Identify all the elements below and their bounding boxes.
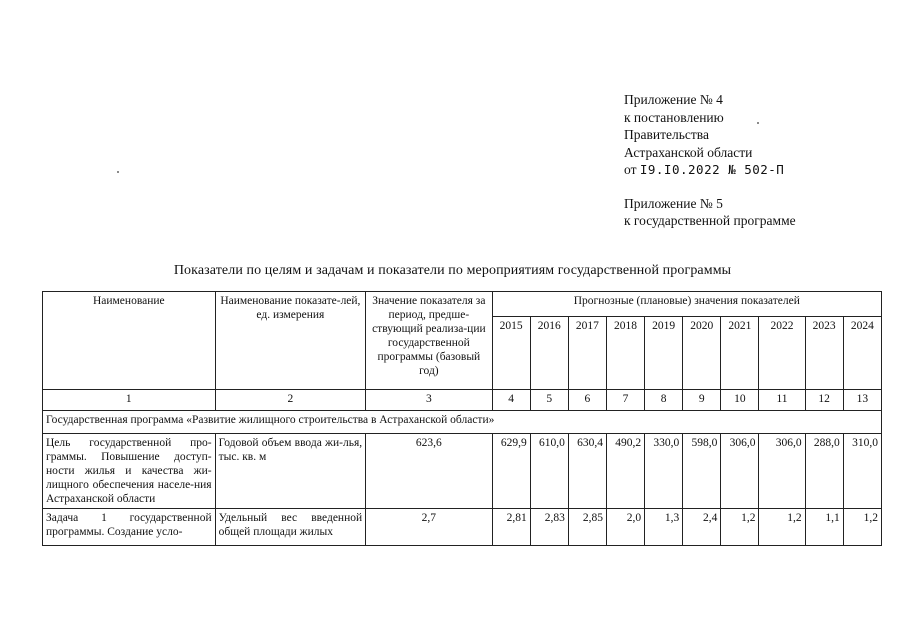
column-number: 11 <box>759 390 805 411</box>
year-header: 2018 <box>606 317 644 390</box>
year-header: 2021 <box>721 317 759 390</box>
column-number: 4 <box>492 390 530 411</box>
indicators-table <box>42 291 882 546</box>
year-value: 310,0 <box>843 434 881 509</box>
appendix-block <box>624 91 796 230</box>
column-number: 5 <box>530 390 568 411</box>
scan-speck <box>757 122 759 124</box>
appendix-line: Приложение № 4 <box>624 92 723 107</box>
year-value: 1,2 <box>843 509 881 546</box>
year-header: 2016 <box>530 317 568 390</box>
scan-speck <box>117 171 119 173</box>
year-value: 630,4 <box>568 434 606 509</box>
column-number: 3 <box>366 390 492 411</box>
column-number: 13 <box>843 390 881 411</box>
appendix-date-line <box>624 161 796 179</box>
column-number: 12 <box>805 390 843 411</box>
year-value: 1,3 <box>645 509 683 546</box>
task-name: Задача 1 государственной программы. Создание усло- <box>43 509 216 546</box>
column-number-row <box>43 390 882 411</box>
appendix-line: Астраханской области <box>624 144 753 160</box>
year-header: 2024 <box>843 317 881 390</box>
column-number: 2 <box>215 390 366 411</box>
year-value: 306,0 <box>759 434 805 509</box>
header-indicator: Наименование показате-лей, ед. измерения <box>215 292 366 390</box>
header-base-value: Значение показателя за период, предше-ствующий реализа-ции государственной программы (базовый год) <box>366 292 492 390</box>
year-value: 1,2 <box>721 509 759 546</box>
year-value: 2,81 <box>492 509 530 546</box>
year-value: 2,85 <box>568 509 606 546</box>
column-number: 7 <box>606 390 644 411</box>
year-value: 2,83 <box>530 509 568 546</box>
year-value: 2,0 <box>606 509 644 546</box>
column-number: 8 <box>645 390 683 411</box>
column-number: 10 <box>721 390 759 411</box>
table-row <box>43 509 882 546</box>
column-number: 1 <box>43 390 216 411</box>
year-header: 2022 <box>759 317 805 390</box>
base-value: 2,7 <box>366 509 492 546</box>
base-value: 623,6 <box>366 434 492 509</box>
appendix-line: к постановлению <box>624 109 724 125</box>
spacer <box>624 179 796 195</box>
year-header: 2017 <box>568 317 606 390</box>
year-value: 2,4 <box>683 509 721 546</box>
table-row <box>43 434 882 509</box>
year-value: 306,0 <box>721 434 759 509</box>
year-value: 330,0 <box>645 434 683 509</box>
year-value: 490,2 <box>606 434 644 509</box>
year-value: 610,0 <box>530 434 568 509</box>
column-number: 9 <box>683 390 721 411</box>
year-value: 1,1 <box>805 509 843 546</box>
year-header: 2020 <box>683 317 721 390</box>
program-title: Государственная программа «Развитие жилищного строительства в Астраханской области» <box>43 411 882 434</box>
document-title: Показатели по целям и задачам и показатели по мероприятиям государственной программы <box>173 263 732 278</box>
decree-date-number: I9.I0.2022 № 502-П <box>639 162 785 177</box>
goal-name: Цель государственной про-граммы. Повышение доступ-ности жилья и качества жи-лищного обеспечения населе-ния Астраханской области <box>43 434 216 509</box>
header-forecast: Прогнозные (плановые) значения показателей <box>492 292 881 317</box>
year-header: 2015 <box>492 317 530 390</box>
year-value: 598,0 <box>683 434 721 509</box>
indicator-name: Удельный вес введенной общей площади жилых <box>215 509 366 546</box>
appendix-line: Правительства <box>624 127 709 142</box>
year-value: 1,2 <box>759 509 805 546</box>
indicator-name: Годовой объем ввода жи-лья, тыс. кв. м <box>215 434 366 509</box>
date-prefix: от <box>624 162 637 177</box>
year-header: 2023 <box>805 317 843 390</box>
program-row <box>43 411 882 434</box>
appendix-line: Приложение № 5 <box>624 195 723 211</box>
year-value: 629,9 <box>492 434 530 509</box>
appendix-line: к государственной программе <box>624 213 796 228</box>
year-header: 2019 <box>645 317 683 390</box>
column-number: 6 <box>568 390 606 411</box>
header-name: Наименование <box>43 292 216 390</box>
year-value: 288,0 <box>805 434 843 509</box>
